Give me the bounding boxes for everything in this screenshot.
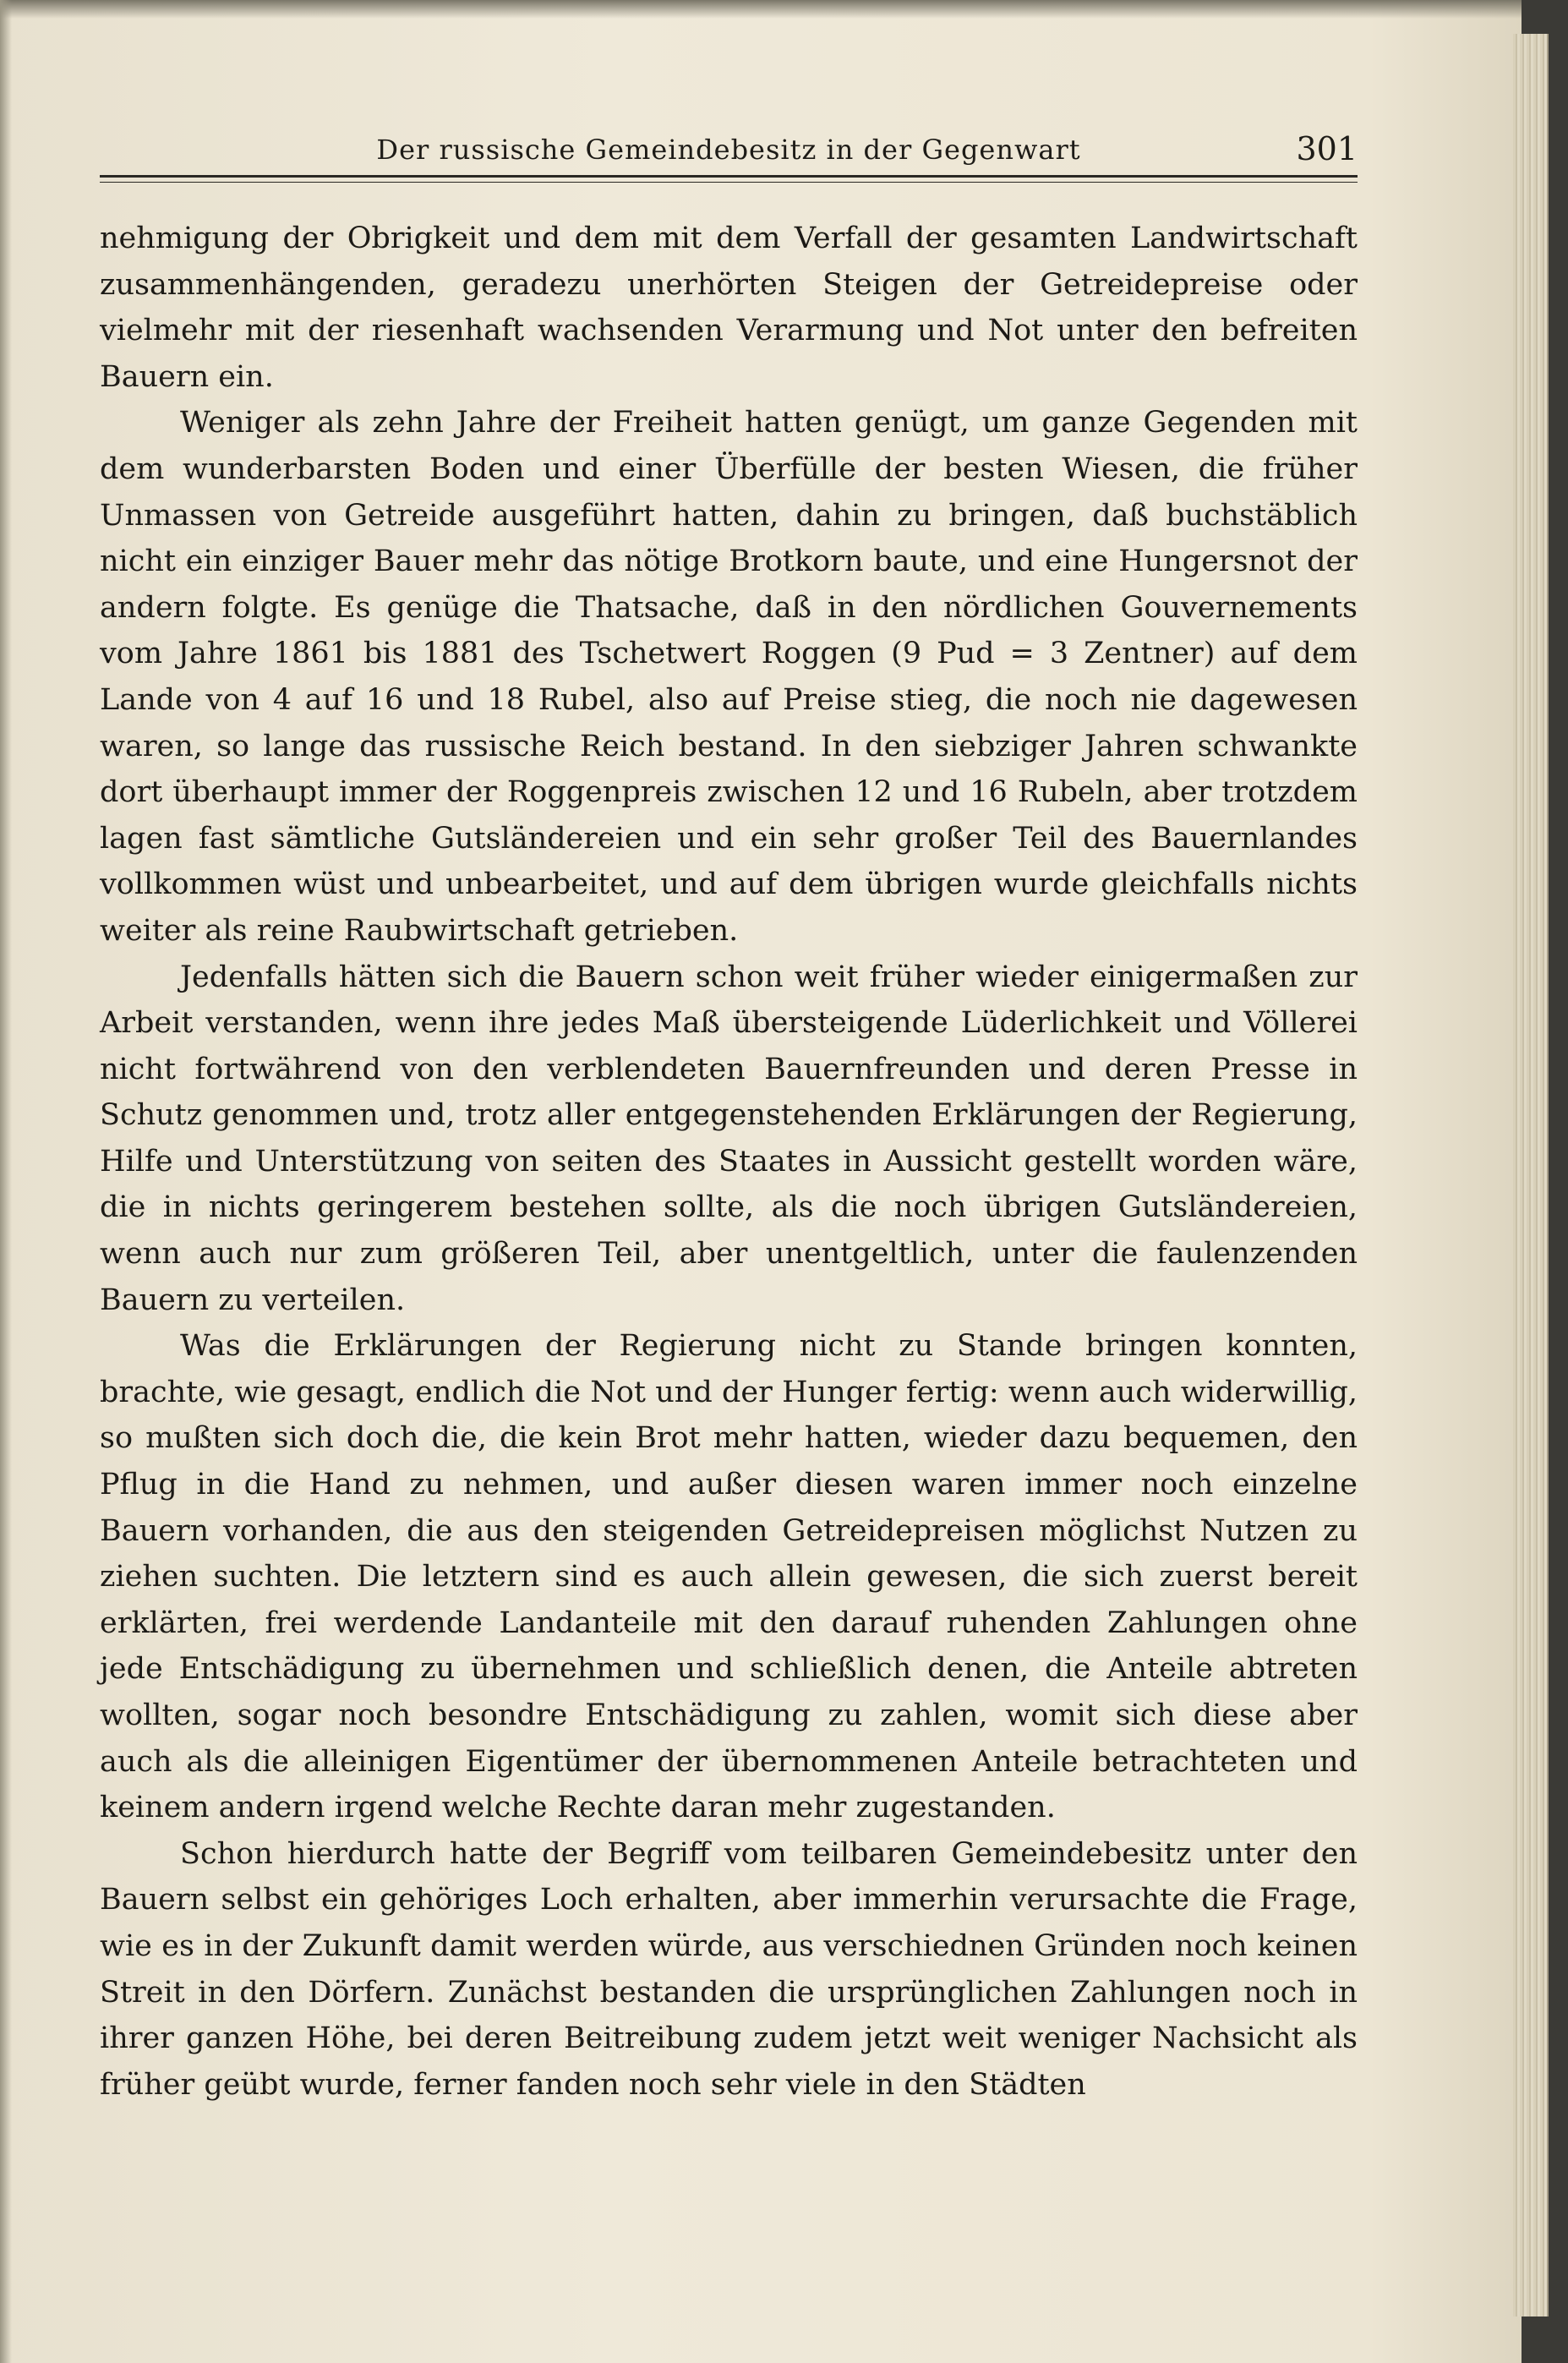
paragraph: Jedenfalls hätten sich die Bauern schon weit früher wieder einigermaßen zur Arbeit verstanden, wenn ihre jedes Maß übersteigende Lüderlichkeit und Völlerei nicht fortwährend von den verblendeten Bauernfreunden und deren Presse in Schutz genommen und, trotz aller entgegenstehenden Erklärungen der Regierung, Hilfe und Unterstützung von seiten des Staates in Aussicht gestellt worden wäre, die in nichts geringerem bestehen sollte, als die noch übrigen Gutsländereien, wenn auch nur zum größeren Teil, aber unentgeltlich, unter die faulenzenden Bauern zu verteilen. <box>100 960 1358 1317</box>
header-rule-thin <box>100 182 1358 183</box>
running-header <box>100 127 1358 178</box>
header-rule-thick <box>100 175 1358 178</box>
book-page-edges <box>1513 34 1549 2317</box>
paragraph: Schon hierdurch hatte der Begriff vom teilbaren Gemeindebesitz unter den Bauern selbst ein gehöriges Loch erhalten, aber immerhin verursachte die Frage, wie es in der Zukunft damit werden würde, aus verschiednen Gründen noch keinen Streit in den Dörfern. Zunächst bestanden die ursprünglichen Zahlungen noch in ihrer ganzen Höhe, bei deren Beitreibung zudem jetzt weit weniger Nachsicht als früher geübt wurde, ferner fanden noch sehr viele in den Städten <box>100 1836 1358 2102</box>
running-title: Der russische Gemeindebesitz in der Gegenwart <box>376 134 1081 166</box>
body-text <box>100 216 1358 2108</box>
scan-left-shadow <box>0 0 12 2363</box>
scan-top-shadow <box>0 0 1522 19</box>
page-number: 301 <box>1296 130 1358 167</box>
paragraph: nehmigung der Obrigkeit und dem mit dem Verfall der gesamten Landwirtschaft zusammenhängenden, geradezu unerhörten Steigen der Getreidepreise oder vielmehr mit der riesenhaft wachsenden Verarmung und Not unter den befreiten Bauern ein. <box>100 222 1358 394</box>
paragraph: Weniger als zehn Jahre der Freiheit hatten genügt, um ganze Gegenden mit dem wunderbarsten Boden und einer Überfülle der besten Wiesen, die früher Unmassen von Getreide ausgeführt hatten, dahin zu bringen, daß buchstäblich nicht ein einziger Bauer mehr das nötige Brotkorn baute, und eine Hungersnot der andern folgte. Es genüge die Thatsache, daß in den nördlichen Gouvernements vom Jahre 1861 bis 1881 des Tschetwert Roggen (9 Pud = 3 Zentner) auf dem Lande von 4 auf 16 und 18 Rubel, also auf Preise stieg, die noch nie dagewesen waren, so lange das russische Reich bestand. In den siebziger Jahren schwankte dort überhaupt immer der Roggenpreis zwischen 12 und 16 Rubeln, aber trotzdem lagen fast sämtliche Gutsländereien und ein sehr großer Teil des Bauernlandes vollkommen wüst und unbearbeitet, und auf dem übrigen wurde gleichfalls nichts weiter als reine Raubwirtschaft getrieben. <box>100 406 1358 948</box>
paragraph: Was die Erklärungen der Regierung nicht zu Stande bringen konnten, brachte, wie gesagt, endlich die Not und der Hunger fertig: wenn auch widerwillig, so mußten sich doch die, die kein Brot mehr hatten, wieder dazu bequemen, den Pflug in die Hand zu nehmen, und außer diesen waren immer noch einzelne Bauern vorhanden, die aus den steigenden Getreidepreisen möglichst Nutzen zu ziehen suchten. Die letztern sind es auch allein gewesen, die sich zuerst bereit erklärten, frei werdende Landanteile mit den darauf ruhenden Zahlungen ohne jede Entschädigung zu übernehmen und schließlich denen, die Anteile abtreten wollten, sogar noch besondre Entschädigung zu zahlen, womit sich diese aber auch als die alleinigen Eigentümer der übernommenen Anteile betrachteten und keinem andern irgend welche Rechte daran mehr zugestanden. <box>100 1329 1358 1825</box>
